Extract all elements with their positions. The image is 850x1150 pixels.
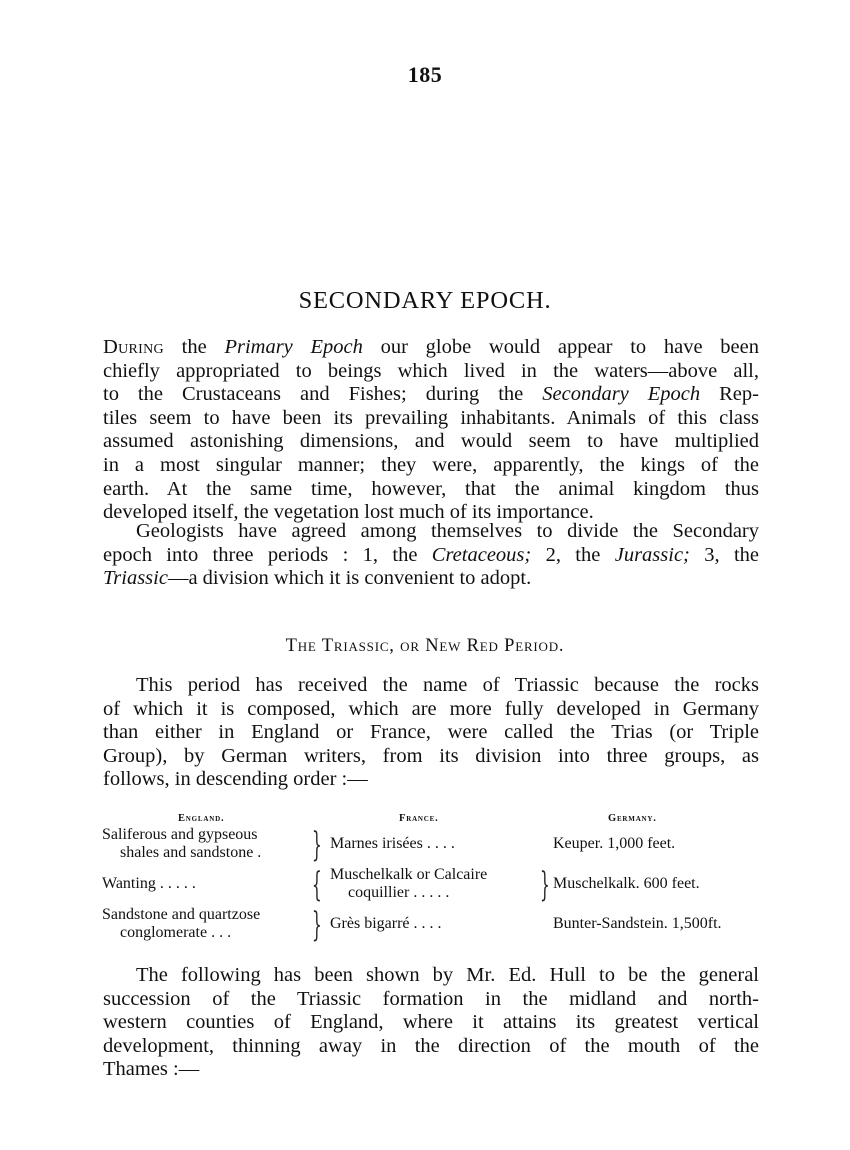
paragraph-line: epoch into three periods : 1, the Cretaceous; 2, the Jurassic; 3, the (103, 543, 760, 566)
right-brace-icon: } (312, 905, 322, 945)
table-row (102, 826, 762, 864)
paragraph-line: Triassic—a division which it is convenient to adopt. (103, 567, 532, 590)
right-brace-icon: } (312, 825, 322, 865)
paragraph-line: western counties of England, where it attains its greatest vertical (103, 1011, 759, 1034)
drop-lead-word: During (103, 336, 164, 358)
column-header-germany: Germany. (608, 813, 657, 824)
paragraph-line: Group), by German writers, from its division into three groups, as (103, 744, 759, 767)
paragraph-hull-succession (103, 964, 759, 1082)
paragraph-line: tiles seem to have been its prevailing inhabitants. Animals of this class (103, 406, 759, 429)
paragraph-line: This period has received the name of Triassic because the rocks (136, 674, 759, 696)
paragraph-line: follows, in descending order :— (103, 768, 368, 791)
cell-france: Grès bigarré . . . . (330, 915, 442, 932)
section-title: The Triassic, or New Red Period. (285, 636, 565, 656)
paragraph-line: chiefly appropriated to beings which lived in the waters—above all, (103, 359, 759, 382)
column-header-england: England. (178, 813, 225, 824)
cell-germany: Bunter-Sandstein. 1,500ft. (553, 915, 722, 932)
table-row (102, 866, 762, 904)
paragraph-line: in a most singular manner; they were, apparently, the kings of the (103, 453, 759, 476)
paragraph-line: to the Crustaceans and Fishes; during the Secondary Epoch Rep- (103, 383, 759, 406)
paragraph-line: The following has been shown by Mr. Ed. Hull to be the general (136, 964, 759, 986)
paragraph-line: developed itself, the vegetation lost much of its importance. (103, 501, 594, 524)
paragraph-line: succession of the Triassic formation in the midland and north- (103, 987, 759, 1010)
column-header-france: France. (399, 813, 439, 824)
cell-germany: Keuper. 1,000 feet. (553, 835, 676, 852)
paragraph-line: Thames :— (103, 1058, 200, 1081)
paragraph-line: development, thinning away in the direction of the mouth of the (103, 1034, 759, 1057)
cell-france: Marnes irisées . . . . (330, 835, 455, 852)
paragraph-triassic (103, 674, 759, 792)
cell-germany: Muschelkalk. 600 feet. (553, 875, 700, 892)
left-brace-icon: { (312, 865, 322, 905)
chapter-title: SECONDARY EPOCH. (298, 287, 552, 314)
paragraph-line: of which it is composed, which are more fully developed in Germany (103, 697, 759, 720)
page-number: 185 (407, 62, 443, 87)
paragraph-primary-epoch (103, 336, 759, 525)
paragraph-periods (103, 520, 759, 591)
right-brace-icon: } (540, 865, 550, 905)
cell-france: Muschelkalk or Calcaire coquillier . . . . . (330, 866, 488, 901)
paragraph-line: Geologists have agreed among themselves to divide the Secondary (136, 520, 759, 542)
table-row (102, 906, 762, 944)
cell-england: Saliferous and gypseous shales and sandstone . (102, 826, 262, 861)
paragraph-line: earth. At the same time, however, that the animal kingdom thus (103, 477, 759, 500)
cell-england: Wanting . . . . . (102, 875, 196, 892)
cell-england: Sandstone and quartzose conglomerate . . . (102, 906, 261, 941)
paragraph-line: than either in England or France, were called the Trias (or Triple (103, 721, 759, 744)
paragraph-line: assumed astonishing dimensions, and would seem to have multiplied (103, 430, 759, 453)
paragraph-line: During the Primary Epoch our globe would appear to have been (103, 336, 759, 358)
